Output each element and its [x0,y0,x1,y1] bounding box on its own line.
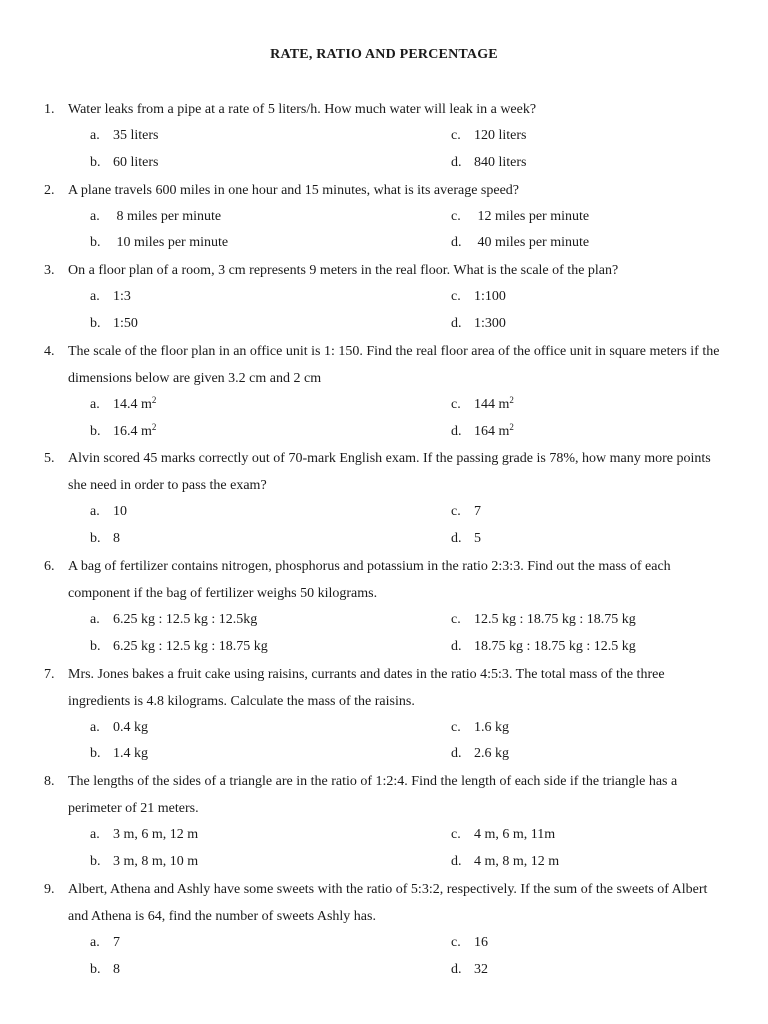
question-text: Albert, Athena and Ashly have some sweets with the ratio of 5:3:2, respectively. If the sum of the sweets of Albert and Athena is 64, find the number of sweets Ashly has. [68,881,708,924]
option-text: 1:3 [113,289,131,305]
option-letter: a. [90,208,100,224]
answer-option [90,822,198,849]
answer-option [90,715,148,742]
answer-option [90,392,156,419]
option-letter: a. [90,719,100,735]
option-superscript: 2 [151,421,157,432]
option-text: 18.75 kg : 18.75 kg : 12.5 kg [474,638,636,654]
option-letter: d. [451,638,462,654]
option-letter: c. [451,934,461,950]
answer-option [451,123,527,150]
option-superscript: 2 [509,421,514,432]
answer-option [451,741,509,768]
option-letter: d. [451,961,462,977]
option-row [0,204,768,231]
answer-option [451,392,514,419]
option-row [0,123,768,150]
question-text: A bag of fertilizer contains nitrogen, phosphorus and potassium in the ratio 2:3:3. Find out the mass of each component if the bag of fertilizer weighs 50 kilograms. [68,558,671,601]
question-number: 9. [44,881,55,897]
answer-option [90,741,148,768]
question-number: 4. [44,343,55,359]
option-text: 4 m, 8 m, 12 m [474,853,560,869]
option-text: 8 [113,531,120,547]
question-item [0,445,768,553]
option-letter: b. [90,423,101,439]
answer-option [90,204,221,231]
option-letter: a. [90,289,100,305]
option-text: 35 liters [113,128,159,143]
option-letter: c. [451,396,461,412]
option-letter: a. [90,128,100,143]
option-text: 1:50 [113,315,138,331]
option-text: 12.5 kg : 18.75 kg : 18.75 kg [474,611,636,627]
question-item [0,177,768,258]
answer-option [451,204,589,231]
question-number: 8. [44,774,55,790]
answer-option [90,930,120,957]
question-number: 1. [44,102,55,117]
option-text: 164 m [474,423,510,439]
option-text: 3 m, 8 m, 10 m [113,853,199,869]
option-letter: d. [451,315,462,331]
option-row [0,957,768,984]
answer-option [451,822,555,849]
question-text: The lengths of the sides of a triangle are in the ratio of 1:2:4. Find the length of each side if the triangle has a perimeter of 21 meters. [68,774,678,817]
option-letter: b. [90,638,101,654]
answer-option [451,607,636,634]
option-text: 1.4 kg [113,746,148,762]
option-text: 5 [474,531,481,547]
answer-option [451,230,589,257]
answer-option [90,957,120,984]
option-letter: d. [451,853,462,869]
answer-option [451,419,514,446]
option-text: 1:300 [474,315,506,331]
question-text: Water leaks from a pipe at a rate of 5 liters/h. How much water will leak in a week? [68,102,537,117]
question-number: 3. [44,263,55,279]
question-number: 5. [44,451,55,467]
option-text: 144 m [474,396,510,412]
option-text: 4 m, 6 m, 11m [474,827,556,843]
question-item [0,338,768,446]
option-letter: a. [90,827,100,843]
question-list [0,96,768,983]
answer-option [90,284,131,311]
question-item [0,768,768,876]
option-text: 10 miles per minute [113,235,229,251]
option-text: 2.6 kg [474,746,509,762]
option-letter: b. [90,853,101,869]
option-row [0,230,768,257]
option-letter: d. [451,423,462,439]
option-row [0,419,768,446]
option-text: 3 m, 6 m, 12 m [113,827,199,843]
option-letter: c. [451,827,461,843]
question-text: On a floor plan of a room, 3 cm represents 9 meters in the real floor. What is the scale of the plan? [68,263,619,279]
option-letter: c. [451,611,461,627]
question-number: 7. [44,666,55,682]
option-text: 16 [474,934,488,950]
option-text: 40 miles per minute [474,235,590,251]
option-letter: c. [451,504,461,520]
option-letter: b. [90,154,101,170]
answer-option [451,499,481,526]
option-text: 14.4 m [113,396,152,412]
option-row [0,311,768,338]
option-letter: a. [90,611,100,627]
option-letter: d. [451,235,462,251]
option-text: 32 [474,961,488,977]
question-item [0,96,768,177]
option-letter: d. [451,746,462,762]
answer-option [90,849,198,876]
question-item [0,553,768,661]
option-row [0,607,768,634]
option-letter: c. [451,208,461,224]
option-row [0,499,768,526]
question-number: 6. [44,558,55,574]
option-letter: a. [90,934,100,950]
answer-option [90,230,228,257]
answer-option [451,849,559,876]
option-row [0,741,768,768]
option-text: 8 [113,961,120,977]
option-text: 120 liters [474,128,527,143]
option-superscript: 2 [151,394,157,405]
answer-option [451,930,488,957]
option-text: 7 [474,504,481,520]
option-letter: b. [90,235,101,251]
answer-option [451,526,481,553]
answer-option [90,150,159,177]
question-text: A plane travels 600 miles in one hour and 15 minutes, what is its average speed? [68,182,520,198]
option-letter: c. [451,719,461,735]
answer-option [90,607,257,634]
option-letter: b. [90,746,101,762]
option-text: 840 liters [474,154,527,170]
answer-option [90,311,138,338]
option-text: 60 liters [113,154,159,170]
option-letter: b. [90,961,101,977]
option-text: 6.25 kg : 12.5 kg : 18.75 kg [113,638,268,654]
option-letter: c. [451,289,461,305]
answer-option [90,499,127,526]
option-row [0,849,768,876]
answer-option [451,957,488,984]
option-letter: a. [90,396,100,412]
answer-option [90,123,159,150]
option-text: 10 [113,504,127,520]
option-letter: d. [451,531,462,547]
option-letter: d. [451,154,462,170]
answer-option [90,419,156,446]
question-text: Alvin scored 45 marks correctly out of 70-mark English exam. If the passing grade is 78%, how many more points she need in order to pass the exam? [68,451,711,494]
option-letter: a. [90,504,100,520]
answer-option [451,150,527,177]
option-row [0,392,768,419]
option-text: 8 miles per minute [113,208,222,224]
option-row [0,715,768,742]
option-letter: c. [451,128,461,143]
option-text: 0.4 kg [113,719,148,735]
option-superscript: 2 [509,394,514,405]
option-text: 12 miles per minute [474,208,590,224]
option-text: 1.6 kg [474,719,509,735]
question-item [0,661,768,769]
option-row [0,930,768,957]
page-title: RATE, RATIO AND PERCENTAGE [270,47,498,62]
option-text: 16.4 m [113,423,152,439]
question-item [0,876,768,984]
answer-option [90,634,268,661]
question-text: The scale of the floor plan in an office unit is 1: 150. Find the real floor area of the office unit in square meters if the dimensions below are given 3.2 cm and 2 cm [68,343,720,386]
option-text: 7 [113,934,120,950]
answer-option [451,715,509,742]
option-row [0,150,768,177]
option-row [0,284,768,311]
answer-option [451,311,506,338]
answer-option [451,284,506,311]
option-letter: b. [90,315,101,331]
option-text: 6.25 kg : 12.5 kg : 12.5kg [113,611,258,627]
option-text: 1:100 [474,289,506,305]
option-row [0,526,768,553]
option-letter: b. [90,531,101,547]
option-row [0,822,768,849]
option-row [0,634,768,661]
answer-option [451,634,636,661]
question-item [0,257,768,338]
answer-option [90,526,120,553]
question-number: 2. [44,182,55,198]
question-text: Mrs. Jones bakes a fruit cake using raisins, currants and dates in the ratio 4:5:3. The total mass of the three ingredients is 4.8 kilograms. Calculate the mass of the raisins. [68,666,665,709]
